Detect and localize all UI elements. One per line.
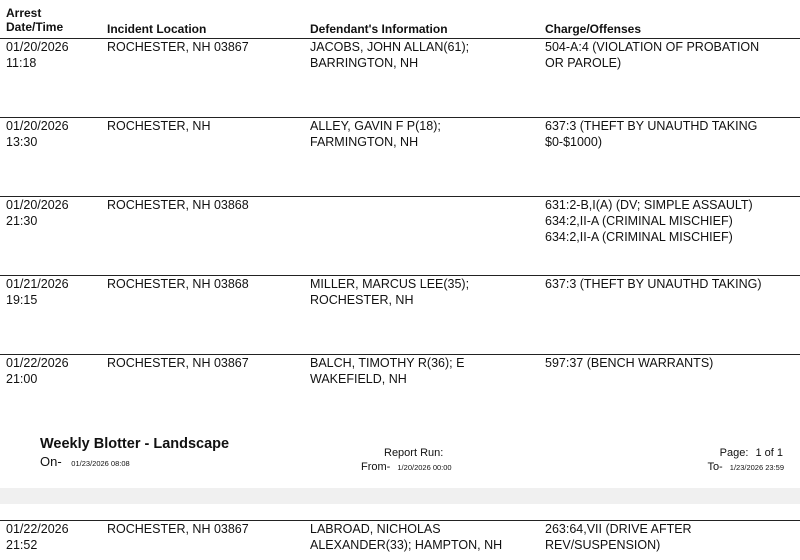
charges: 504-A:4 (VIOLATION OF PROBATION OR PAROLE) (545, 40, 760, 70)
charges: 631:2-B,I(A) (DV; SIMPLE ASSAULT) 634:2,II-A (CRIMINAL MISCHIEF) 634:2,II-A (CRIMINAL MISCHIEF) (545, 198, 753, 244)
defendant-info: LABROAD, NICHOLAS ALEXANDER(33); HAMPTON, NH (310, 522, 503, 552)
report-run-label: Report Run: (384, 447, 444, 459)
report-title: Weekly Blotter - Landscape (40, 436, 230, 452)
header-charge-offenses: Charge/Offenses (545, 22, 642, 36)
page-value: 1 of 1 (755, 447, 783, 459)
arrest-date: 01/22/2026 (6, 356, 69, 370)
arrest-date: 01/20/2026 (6, 198, 69, 212)
from-label: From- (361, 461, 391, 473)
on-value: 01/23/2026 08:08 (71, 459, 130, 468)
arrest-date: 01/22/2026 (6, 522, 69, 536)
arrest-time: 21:30 (6, 214, 38, 228)
header-arrest-line2: Date/Time (6, 20, 64, 34)
row-date-time (6, 197, 69, 229)
header-arrest (6, 6, 63, 34)
row-date-time (6, 118, 69, 150)
incident-location: ROCHESTER, NH 03868 (107, 277, 249, 291)
arrest-time: 13:30 (6, 135, 38, 149)
arrest-date: 01/21/2026 (6, 277, 69, 291)
row-date-time (6, 39, 69, 71)
header-defendant-info: Defendant's Information (310, 22, 448, 36)
row-date-time (6, 521, 69, 553)
to-label: To- (707, 461, 723, 473)
page-label: Page: (719, 447, 749, 459)
charges: 597:37 (BENCH WARRANTS) (545, 356, 714, 370)
from-range (361, 461, 452, 473)
to-range (707, 461, 784, 473)
incident-location: ROCHESTER, NH 03867 (107, 356, 249, 370)
incident-location: ROCHESTER, NH 03867 (107, 522, 249, 536)
charges: 263:64,VII (DRIVE AFTER REV/SUSPENSION) (545, 522, 692, 552)
arrest-time: 21:00 (6, 372, 38, 386)
incident-location: ROCHESTER, NH 03867 (107, 40, 249, 54)
charges: 637:3 (THEFT BY UNAUTHD TAKING) (545, 277, 762, 291)
incident-location: ROCHESTER, NH 03868 (107, 198, 249, 212)
on-label: On- (40, 454, 62, 469)
charges: 637:3 (THEFT BY UNAUTHD TAKING $0-$1000) (545, 119, 758, 149)
defendant-info: MILLER, MARCUS LEE(35); ROCHESTER, NH (310, 277, 470, 307)
incident-location: ROCHESTER, NH (107, 119, 211, 133)
arrest-time: 19:15 (6, 293, 38, 307)
arrest-date: 01/20/2026 (6, 40, 69, 54)
arrest-date: 01/20/2026 (6, 119, 69, 133)
defendant-info: JACOBS, JOHN ALLAN(61); BARRINGTON, NH (310, 40, 470, 70)
from-value: 1/20/2026 00:00 (397, 463, 452, 472)
defendant-info: BALCH, TIMOTHY R(36); E WAKEFIELD, NH (310, 356, 465, 386)
header-arrest-line1: Arrest (6, 6, 42, 20)
page-info (720, 447, 783, 459)
arrest-time: 11:18 (6, 56, 37, 70)
to-value: 1/23/2026 23:59 (729, 463, 784, 472)
row-date-time (6, 276, 69, 308)
header-incident-location: Incident Location (107, 22, 207, 36)
arrest-time: 21:52 (6, 538, 38, 552)
row-date-time (6, 355, 69, 387)
run-on (40, 454, 130, 469)
defendant-info: ALLEY, GAVIN F P(18); FARMINGTON, NH (310, 119, 441, 149)
page-break (0, 488, 800, 504)
